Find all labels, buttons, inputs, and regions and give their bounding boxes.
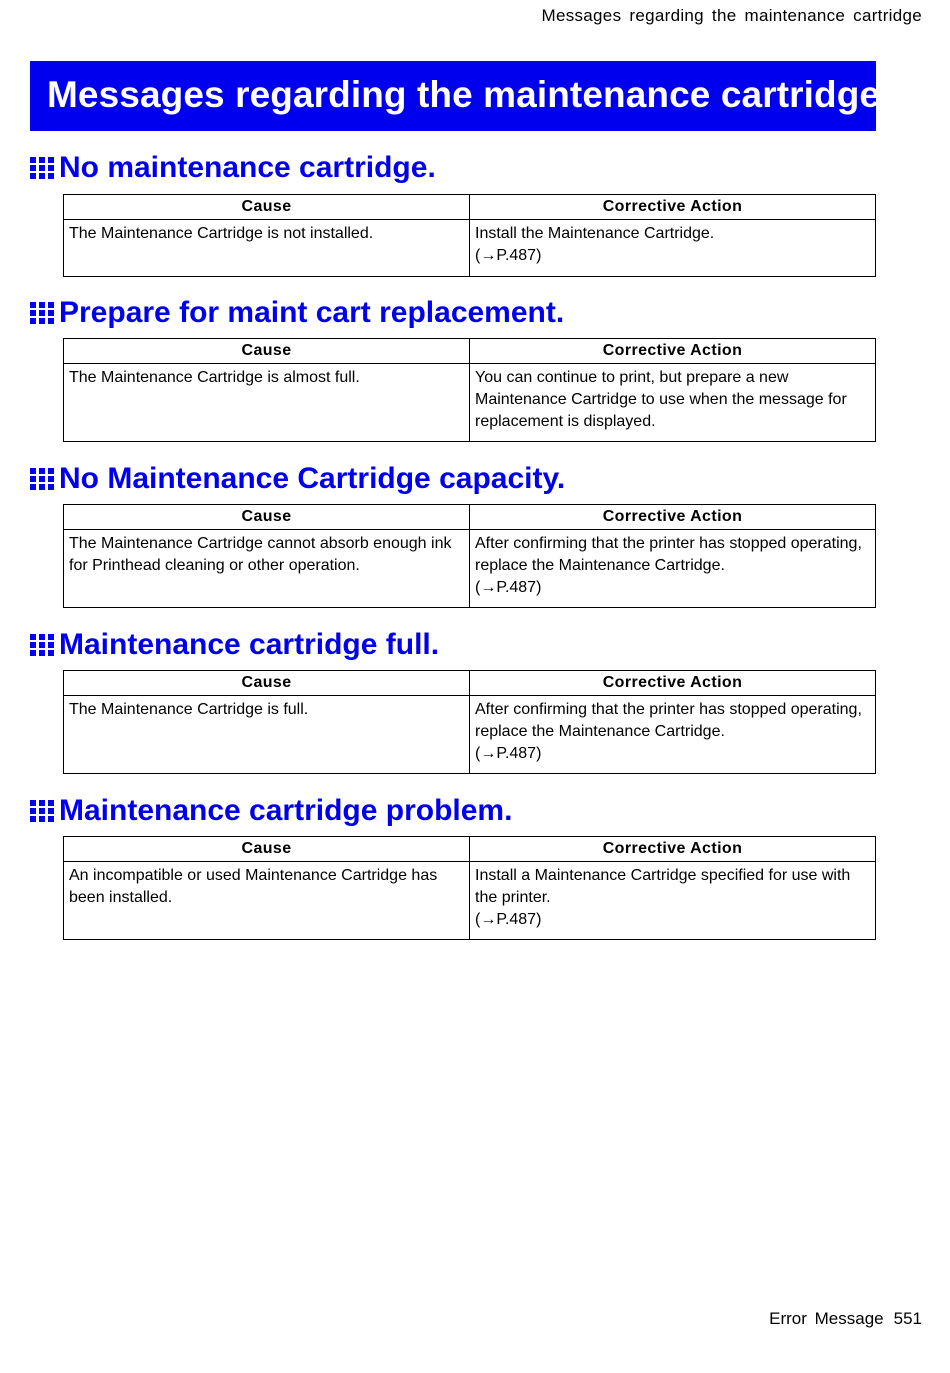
- page-title-banner: [30, 61, 881, 131]
- table-header-row: [64, 505, 876, 530]
- cause-cell: [64, 364, 470, 442]
- action-header: Corrective Action: [470, 837, 876, 862]
- footer-chapter: Error Message: [769, 1309, 884, 1328]
- cause-text: The Maintenance Cartridge cannot absorb enough ink for Printhead cleaning or other operation.: [69, 535, 452, 574]
- action-text: Install a Maintenance Cartridge specified for use with the printer.: [475, 867, 851, 906]
- message-table: [63, 504, 876, 608]
- action-text: You can continue to print, but prepare a new Maintenance Cartridge to use when the message for replacement is displayed.: [475, 369, 847, 430]
- section-title: No maintenance cartridge.: [59, 151, 436, 184]
- cause-cell: [64, 220, 470, 277]
- action-cell: [470, 220, 876, 277]
- cause-header: Cause: [64, 671, 470, 696]
- section-heading: [30, 794, 876, 828]
- section-title: Maintenance cartridge problem.: [59, 794, 513, 827]
- grid-icon: [30, 799, 54, 823]
- cause-text: The Maintenance Cartridge is full.: [69, 701, 309, 718]
- table-row: [64, 530, 876, 608]
- action-header: Corrective Action: [470, 671, 876, 696]
- grid-icon: [30, 633, 54, 657]
- message-table: [63, 670, 876, 774]
- table-header-row: [64, 339, 876, 364]
- action-cell: [470, 862, 876, 940]
- action-header: Corrective Action: [470, 505, 876, 530]
- cause-text: An incompatible or used Maintenance Cartridge has been installed.: [69, 867, 438, 906]
- page-reference-link[interactable]: (→P.487): [475, 247, 542, 264]
- cause-cell: [64, 862, 470, 940]
- section-no-maintenance-cartridge: [30, 151, 876, 264]
- cause-text: The Maintenance Cartridge is almost full.: [69, 369, 360, 386]
- section-prepare-replacement: [30, 296, 876, 430]
- table-row: [64, 364, 876, 442]
- running-header: Messages regarding the maintenance cartridge: [541, 6, 922, 25]
- action-text: After confirming that the printer has stopped operating, replace the Maintenance Cartridge.: [475, 535, 862, 574]
- section-heading: [30, 462, 876, 496]
- action-cell: [470, 364, 876, 442]
- action-cell: [470, 696, 876, 774]
- table-row: [64, 862, 876, 940]
- action-header: Corrective Action: [470, 195, 876, 220]
- table-row: [64, 696, 876, 774]
- cause-cell: [64, 696, 470, 774]
- section-title: Maintenance cartridge full.: [59, 628, 440, 661]
- message-table: [63, 338, 876, 442]
- message-table: [63, 194, 876, 277]
- section-title: Prepare for maint cart replacement.: [59, 296, 565, 329]
- section-heading: [30, 628, 876, 662]
- action-header: Corrective Action: [470, 339, 876, 364]
- cause-cell: [64, 530, 470, 608]
- grid-icon: [30, 301, 54, 325]
- cause-header: Cause: [64, 195, 470, 220]
- page-number: 551: [893, 1309, 922, 1328]
- page-reference-link[interactable]: (→P.487): [475, 745, 542, 762]
- table-row: [64, 220, 876, 277]
- page-reference-link[interactable]: (→P.487): [475, 579, 542, 596]
- grid-icon: [30, 156, 54, 180]
- message-table: [63, 836, 876, 940]
- section-title: No Maintenance Cartridge capacity.: [59, 462, 566, 495]
- section-no-capacity: [30, 462, 876, 596]
- cause-text: The Maintenance Cartridge is not installed.: [69, 225, 374, 242]
- page-reference-link[interactable]: (→P.487): [475, 911, 542, 928]
- page-title: Messages regarding the maintenance cartridge: [47, 74, 881, 115]
- section-heading: [30, 296, 876, 330]
- action-cell: [470, 530, 876, 608]
- action-text: After confirming that the printer has stopped operating, replace the Maintenance Cartridge.: [475, 701, 862, 740]
- cause-header: Cause: [64, 837, 470, 862]
- running-footer: [769, 1309, 922, 1329]
- grid-icon: [30, 467, 54, 491]
- section-cartridge-problem: [30, 794, 876, 928]
- section-heading: [30, 151, 876, 185]
- table-header-row: [64, 837, 876, 862]
- section-cartridge-full: [30, 628, 876, 762]
- table-header-row: [64, 195, 876, 220]
- cause-header: Cause: [64, 339, 470, 364]
- action-text: Install the Maintenance Cartridge.: [475, 225, 715, 242]
- table-header-row: [64, 671, 876, 696]
- cause-header: Cause: [64, 505, 470, 530]
